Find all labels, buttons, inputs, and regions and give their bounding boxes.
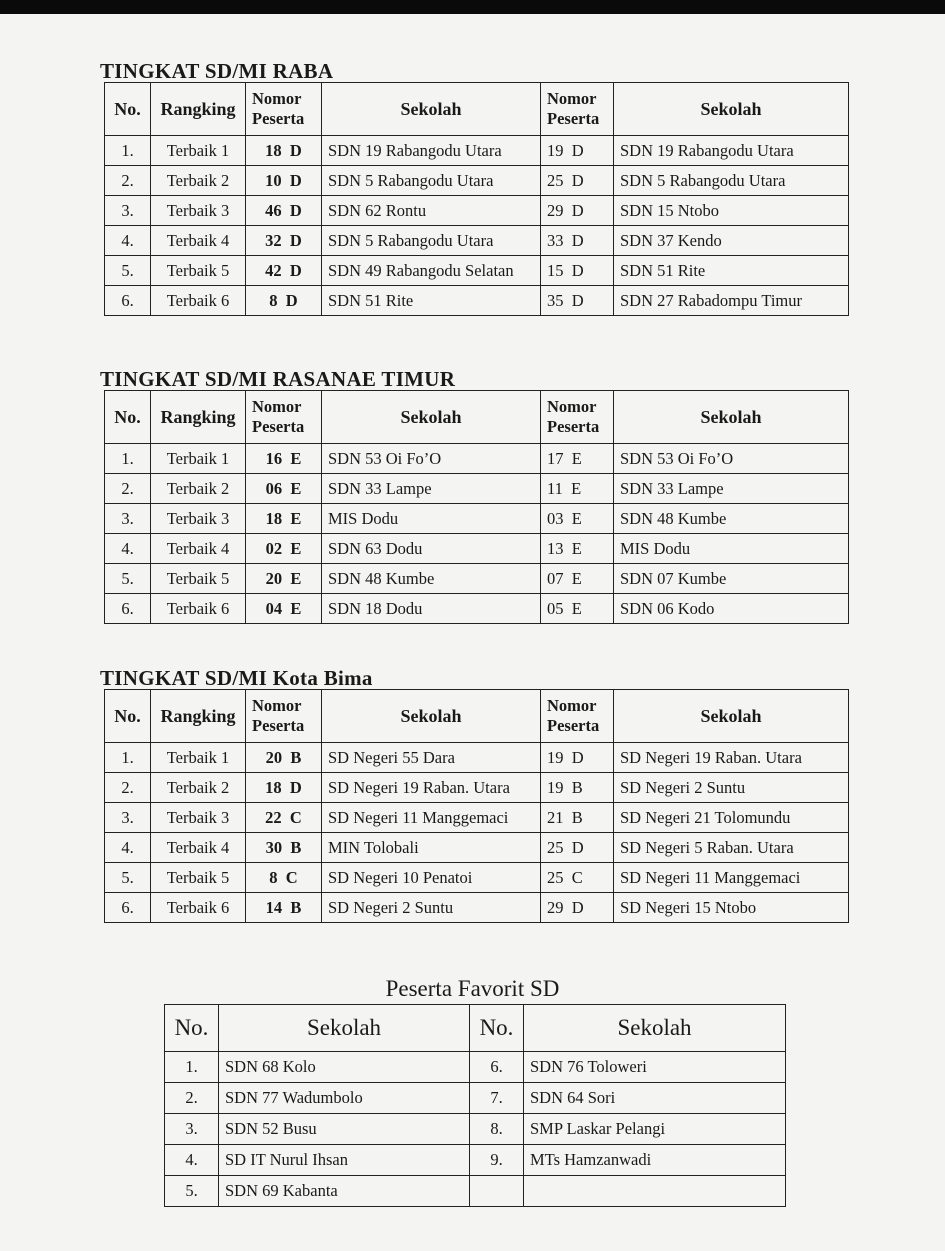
table-row	[105, 196, 849, 226]
header-nomor-peserta	[246, 391, 322, 444]
cell-nomor-b: 25 D	[541, 833, 614, 863]
cell-no: 3.	[105, 196, 151, 226]
table-row	[105, 444, 849, 474]
cell-sekolah-b: SDN 76 Toloweri	[524, 1052, 786, 1083]
table-row	[105, 256, 849, 286]
cell-nomor-b: 15 D	[541, 256, 614, 286]
cell-sekolah-b: SDN 5 Rabangodu Utara	[614, 166, 849, 196]
section-kota-bima	[100, 666, 848, 923]
cell-sekolah: SDN 49 Rabangodu Selatan	[322, 256, 541, 286]
cell-nomor: 10 D	[246, 166, 322, 196]
cell-sekolah: SDN 63 Dodu	[322, 534, 541, 564]
header-no-b: No.	[470, 1005, 524, 1052]
cell-sekolah: SDN 69 Kabanta	[219, 1176, 470, 1207]
header-nomor-b-line2: Peserta	[547, 109, 600, 128]
table-row	[105, 773, 849, 803]
favorit-row	[165, 1052, 786, 1083]
cell-sekolah: SDN 51 Rite	[322, 286, 541, 316]
cell-no: 1.	[105, 743, 151, 773]
cell-sekolah-b: SDN 15 Ntobo	[614, 196, 849, 226]
cell-rangking: Terbaik 4	[151, 833, 246, 863]
cell-nomor-b: 25 C	[541, 863, 614, 893]
cell-sekolah: SD Negeri 55 Dara	[322, 743, 541, 773]
cell-nomor: 32 D	[246, 226, 322, 256]
cell-rangking: Terbaik 1	[151, 136, 246, 166]
cell-no: 2.	[105, 773, 151, 803]
cell-sekolah: MIN Tolobali	[322, 833, 541, 863]
cell-rangking: Terbaik 5	[151, 256, 246, 286]
header-nomor-line1: Nomor	[252, 397, 302, 416]
cell-no: 6.	[105, 594, 151, 624]
cell-rangking: Terbaik 2	[151, 166, 246, 196]
cell-no-b: 7.	[470, 1083, 524, 1114]
cell-nomor: 8 D	[246, 286, 322, 316]
cell-no-b: 6.	[470, 1052, 524, 1083]
cell-no: 4.	[105, 833, 151, 863]
section-title: TINGKAT SD/MI RASANAE TIMUR	[100, 367, 456, 391]
header-nomor-peserta-b	[541, 690, 614, 743]
cell-sekolah: SDN 33 Lampe	[322, 474, 541, 504]
cell-rangking: Terbaik 4	[151, 534, 246, 564]
table-row	[105, 893, 849, 923]
header-rangking: Rangking	[151, 83, 246, 136]
cell-no: 3.	[105, 803, 151, 833]
cell-nomor: 42 D	[246, 256, 322, 286]
cell-sekolah-b: SDN 64 Sori	[524, 1083, 786, 1114]
header-nomor-peserta	[246, 83, 322, 136]
section-title: TINGKAT SD/MI Kota Bima	[100, 666, 373, 690]
ranking-table	[104, 82, 849, 316]
cell-sekolah: SD Negeri 2 Suntu	[322, 893, 541, 923]
cell-no: 2.	[105, 166, 151, 196]
cell-nomor-b: 19 B	[541, 773, 614, 803]
table-row	[105, 803, 849, 833]
table-row	[105, 286, 849, 316]
table-header-row	[105, 391, 849, 444]
table-row	[105, 863, 849, 893]
table-row	[105, 474, 849, 504]
header-nomor-peserta-b	[541, 391, 614, 444]
cell-nomor-b: 13 E	[541, 534, 614, 564]
header-nomor-peserta	[246, 690, 322, 743]
cell-sekolah: SD Negeri 19 Raban. Utara	[322, 773, 541, 803]
cell-no: 3.	[105, 504, 151, 534]
header-nomor-b-line1: Nomor	[547, 89, 597, 108]
table-row	[105, 226, 849, 256]
cell-nomor: 18 E	[246, 504, 322, 534]
table-row	[105, 166, 849, 196]
header-nomor-line2: Peserta	[252, 417, 305, 436]
section-title: TINGKAT SD/MI RABA	[100, 59, 334, 83]
cell-rangking: Terbaik 6	[151, 893, 246, 923]
cell-sekolah: SDN 52 Busu	[219, 1114, 470, 1145]
table-header-row	[105, 690, 849, 743]
header-no: No.	[105, 690, 151, 743]
cell-no-b: 9.	[470, 1145, 524, 1176]
cell-rangking: Terbaik 6	[151, 286, 246, 316]
cell-sekolah-b: SDN 33 Lampe	[614, 474, 849, 504]
cell-no: 5.	[165, 1176, 219, 1207]
cell-sekolah: SD Negeri 11 Manggemaci	[322, 803, 541, 833]
cell-rangking: Terbaik 5	[151, 564, 246, 594]
cell-sekolah-b: SDN 37 Kendo	[614, 226, 849, 256]
header-sekolah: Sekolah	[322, 391, 541, 444]
table-row	[105, 594, 849, 624]
section-raba	[100, 59, 848, 316]
cell-no: 5.	[105, 863, 151, 893]
cell-sekolah: SDN 77 Wadumbolo	[219, 1083, 470, 1114]
cell-nomor-b: 29 D	[541, 893, 614, 923]
cell-sekolah: SDN 18 Dodu	[322, 594, 541, 624]
cell-no-b: 8.	[470, 1114, 524, 1145]
cell-rangking: Terbaik 5	[151, 863, 246, 893]
cell-nomor: 14 B	[246, 893, 322, 923]
cell-sekolah: SDN 5 Rabangodu Utara	[322, 166, 541, 196]
header-nomor-b-line2: Peserta	[547, 716, 600, 735]
header-no: No.	[165, 1005, 219, 1052]
cell-sekolah: SDN 48 Kumbe	[322, 564, 541, 594]
cell-no: 5.	[105, 256, 151, 286]
cell-nomor: 04 E	[246, 594, 322, 624]
cell-nomor-b: 35 D	[541, 286, 614, 316]
cell-sekolah: SDN 53 Oi Fo’O	[322, 444, 541, 474]
header-nomor-b-line1: Nomor	[547, 397, 597, 416]
cell-no: 4.	[105, 534, 151, 564]
cell-rangking: Terbaik 1	[151, 743, 246, 773]
cell-sekolah: SDN 19 Rabangodu Utara	[322, 136, 541, 166]
cell-sekolah-b: SD Negeri 2 Suntu	[614, 773, 849, 803]
header-sekolah: Sekolah	[322, 690, 541, 743]
cell-sekolah-b: MTs Hamzanwadi	[524, 1145, 786, 1176]
cell-sekolah-b	[524, 1176, 786, 1207]
cell-sekolah-b: SD Negeri 19 Raban. Utara	[614, 743, 849, 773]
cell-nomor: 22 C	[246, 803, 322, 833]
cell-sekolah-b: MIS Dodu	[614, 534, 849, 564]
cell-nomor: 18 D	[246, 136, 322, 166]
cell-sekolah: SDN 5 Rabangodu Utara	[322, 226, 541, 256]
top-black-bar	[0, 0, 945, 14]
cell-sekolah-b: SD Negeri 11 Manggemaci	[614, 863, 849, 893]
cell-nomor: 06 E	[246, 474, 322, 504]
cell-sekolah: SD Negeri 10 Penatoi	[322, 863, 541, 893]
cell-nomor: 46 D	[246, 196, 322, 226]
ranking-table	[104, 689, 849, 923]
ranking-table	[104, 390, 849, 624]
cell-sekolah-b: SD Negeri 15 Ntobo	[614, 893, 849, 923]
cell-sekolah-b: SD Negeri 21 Tolomundu	[614, 803, 849, 833]
header-sekolah-b: Sekolah	[614, 690, 849, 743]
cell-nomor: 16 E	[246, 444, 322, 474]
cell-rangking: Terbaik 3	[151, 504, 246, 534]
cell-no: 1.	[105, 444, 151, 474]
cell-no-b	[470, 1176, 524, 1207]
cell-no: 6.	[105, 893, 151, 923]
table-row	[105, 136, 849, 166]
cell-rangking: Terbaik 4	[151, 226, 246, 256]
cell-nomor-b: 19 D	[541, 136, 614, 166]
cell-sekolah: SDN 62 Rontu	[322, 196, 541, 226]
favorit-title: Peserta Favorit SD	[385, 976, 560, 1001]
cell-nomor: 18 D	[246, 773, 322, 803]
header-nomor-line1: Nomor	[252, 89, 302, 108]
table-row	[105, 743, 849, 773]
cell-nomor: 02 E	[246, 534, 322, 564]
header-nomor-b-line2: Peserta	[547, 417, 600, 436]
cell-nomor: 30 B	[246, 833, 322, 863]
header-rangking: Rangking	[151, 690, 246, 743]
favorit-table	[164, 1004, 786, 1207]
cell-sekolah: MIS Dodu	[322, 504, 541, 534]
cell-no: 3.	[165, 1114, 219, 1145]
cell-nomor-b: 07 E	[541, 564, 614, 594]
cell-nomor-b: 03 E	[541, 504, 614, 534]
table-row	[105, 534, 849, 564]
cell-nomor-b: 29 D	[541, 196, 614, 226]
header-sekolah-b: Sekolah	[614, 391, 849, 444]
header-nomor-line2: Peserta	[252, 716, 305, 735]
cell-rangking: Terbaik 3	[151, 803, 246, 833]
header-nomor-line1: Nomor	[252, 696, 302, 715]
cell-no: 1.	[105, 136, 151, 166]
header-sekolah-b: Sekolah	[524, 1005, 786, 1052]
header-rangking: Rangking	[151, 391, 246, 444]
cell-nomor: 20 B	[246, 743, 322, 773]
favorit-header-row	[165, 1005, 786, 1052]
cell-sekolah-b: SDN 19 Rabangodu Utara	[614, 136, 849, 166]
cell-no: 4.	[165, 1145, 219, 1176]
cell-no: 6.	[105, 286, 151, 316]
cell-no: 4.	[105, 226, 151, 256]
cell-no: 2.	[165, 1083, 219, 1114]
header-nomor-peserta-b	[541, 83, 614, 136]
cell-sekolah-b: SDN 51 Rite	[614, 256, 849, 286]
cell-sekolah-b: SDN 48 Kumbe	[614, 504, 849, 534]
cell-nomor-b: 11 E	[541, 474, 614, 504]
cell-no: 1.	[165, 1052, 219, 1083]
favorit-row	[165, 1083, 786, 1114]
section-rasanae-timur	[100, 367, 848, 624]
cell-sekolah: SD IT Nurul Ihsan	[219, 1145, 470, 1176]
table-row	[105, 504, 849, 534]
cell-nomor-b: 33 D	[541, 226, 614, 256]
cell-nomor-b: 17 E	[541, 444, 614, 474]
cell-rangking: Terbaik 6	[151, 594, 246, 624]
cell-rangking: Terbaik 2	[151, 773, 246, 803]
favorit-row	[165, 1114, 786, 1145]
header-sekolah: Sekolah	[219, 1005, 470, 1052]
cell-nomor-b: 19 D	[541, 743, 614, 773]
header-no: No.	[105, 83, 151, 136]
cell-no: 2.	[105, 474, 151, 504]
cell-rangking: Terbaik 1	[151, 444, 246, 474]
favorit-row	[165, 1176, 786, 1207]
header-nomor-b-line1: Nomor	[547, 696, 597, 715]
header-no: No.	[105, 391, 151, 444]
cell-sekolah-b: SDN 06 Kodo	[614, 594, 849, 624]
cell-no: 5.	[105, 564, 151, 594]
cell-sekolah-b: SDN 53 Oi Fo’O	[614, 444, 849, 474]
table-header-row	[105, 83, 849, 136]
table-row	[105, 564, 849, 594]
cell-sekolah: SDN 68 Kolo	[219, 1052, 470, 1083]
cell-sekolah-b: SD Negeri 5 Raban. Utara	[614, 833, 849, 863]
header-sekolah-b: Sekolah	[614, 83, 849, 136]
cell-nomor-b: 05 E	[541, 594, 614, 624]
cell-sekolah-b: SDN 07 Kumbe	[614, 564, 849, 594]
cell-nomor: 8 C	[246, 863, 322, 893]
cell-rangking: Terbaik 2	[151, 474, 246, 504]
header-nomor-line2: Peserta	[252, 109, 305, 128]
favorit-row	[165, 1145, 786, 1176]
table-row	[105, 833, 849, 863]
cell-sekolah-b: SMP Laskar Pelangi	[524, 1114, 786, 1145]
cell-nomor-b: 21 B	[541, 803, 614, 833]
header-sekolah: Sekolah	[322, 83, 541, 136]
cell-nomor-b: 25 D	[541, 166, 614, 196]
cell-sekolah-b: SDN 27 Rabadompu Timur	[614, 286, 849, 316]
cell-rangking: Terbaik 3	[151, 196, 246, 226]
cell-nomor: 20 E	[246, 564, 322, 594]
